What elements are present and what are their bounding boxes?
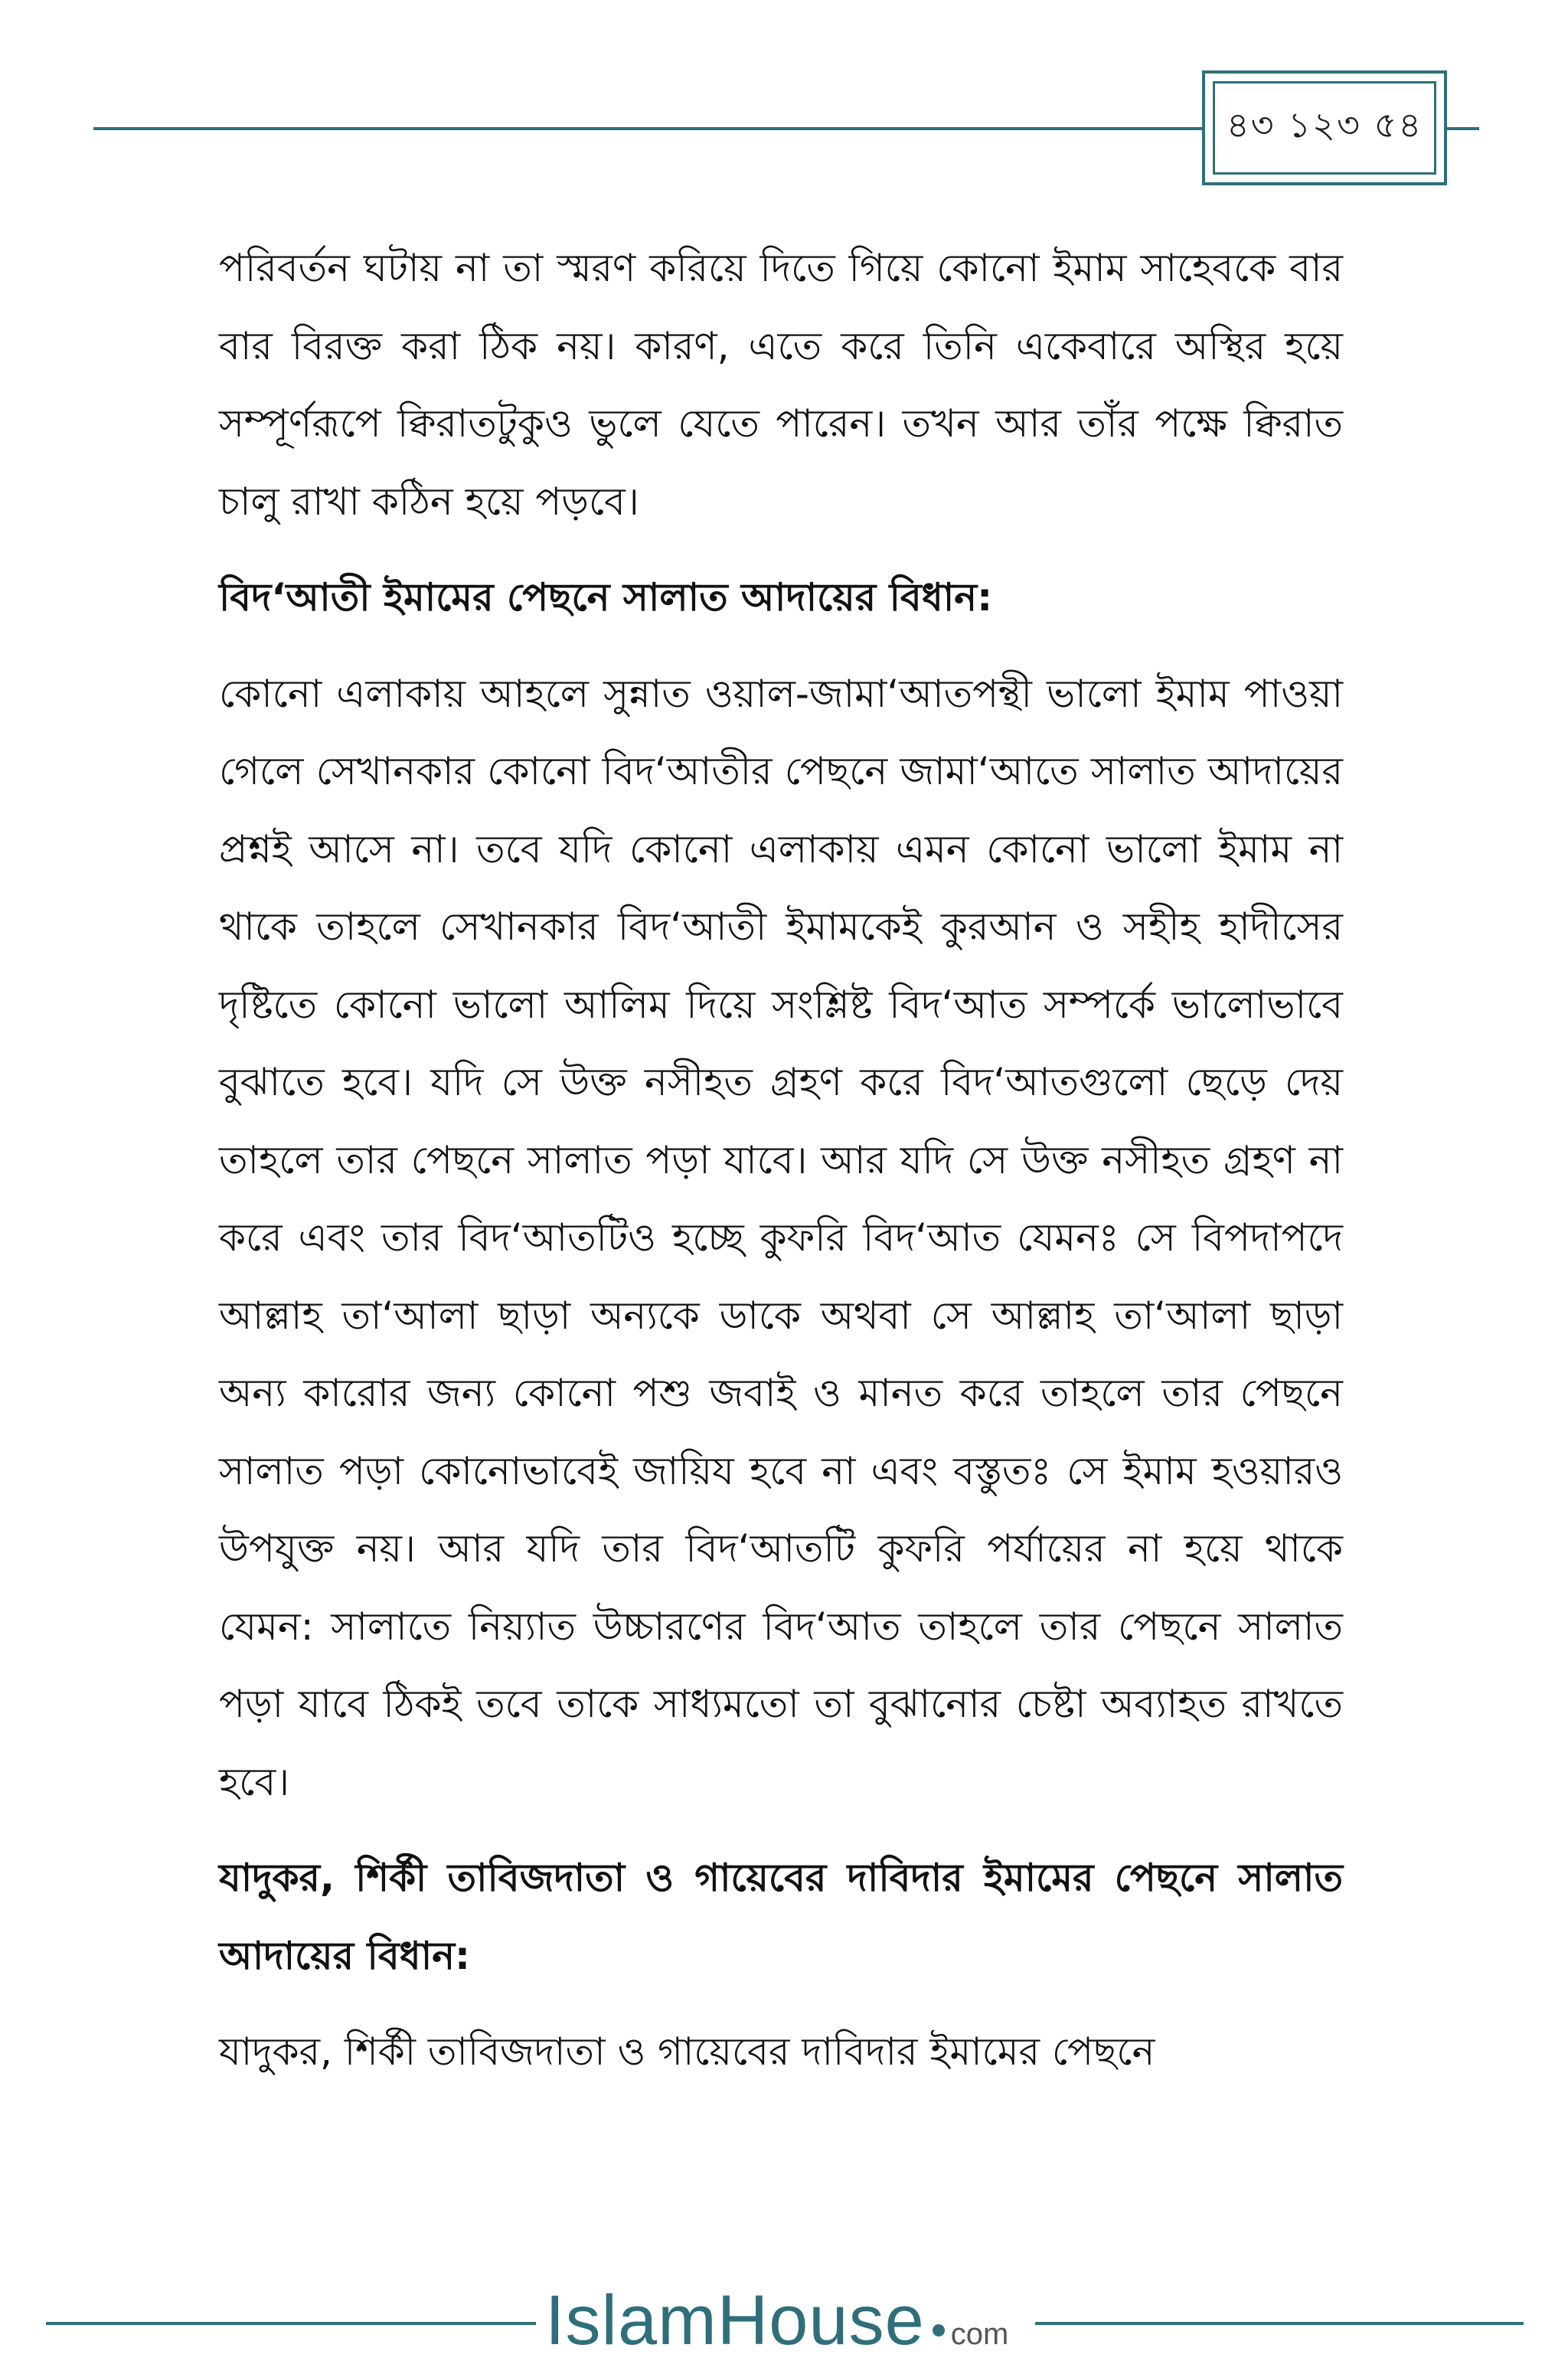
page-number-frame xyxy=(1202,70,1447,185)
header-rule-right xyxy=(1447,127,1479,130)
brand-domain: com xyxy=(950,2317,1009,2351)
paragraph-intro: পরিবর্তন ঘটায় না তা স্মরণ করিয়ে দিতে গিয়ে কোনো ইমাম সাহেবকে বার বার বিরক্ত করা ঠিক নয়। কারণ, এতে করে তিনি একেবারে অস্থির হয়ে সম্পূর্ণরূপে ক্বিরাতটুকুও ভুলে যেতে পারেন। তখন আর তাঁর পক্ষে ক্বিরাত চালু রাখা কঠিন হয়ে পড়বে। xyxy=(219,246,1343,524)
page-body xyxy=(219,230,1343,2091)
page-number: ৪৩ ১২৩ ৫৪ xyxy=(1213,81,1436,175)
header-rule-left xyxy=(93,127,1202,130)
islamhouse-logo xyxy=(545,2281,1008,2357)
section-heading-bidati-imam: বিদ‘আতী ইমামের পেছনে সালাত আদায়ের বিধান: xyxy=(219,575,993,620)
footer-rule-right xyxy=(1035,2322,1524,2325)
dot-icon xyxy=(933,2324,945,2336)
paragraph-magician-imam: যাদুকর, শির্কী তাবিজদাতা ও গায়েবের দাবিদার ইমামের পেছনে xyxy=(219,2029,1155,2074)
brand-name: IslamHouse xyxy=(545,2281,925,2359)
paragraph-bidati-imam: কোনো এলাকায় আহলে সুন্নাত ওয়াল-জামা‘আতপন্থী ভালো ইমাম পাওয়া গেলে সেখানকার কোনো বিদ‘আতীর পেছনে জামা‘আতে সালাত আদায়ের প্রশ্নই আসে না। তবে যদি কোনো এলাকায় এমন কোনো ভালো ইমাম না থাকে তাহলে সেখানকার বিদ‘আতী ইমামকেই কুরআন ও সহীহ হাদীসের দৃষ্টিতে কোনো ভালো আলিম দিয়ে সংশ্লিষ্ট বিদ‘আত সম্পর্কে ভালোভাবে বুঝাতে হবে। যদি সে উক্ত নসীহত গ্রহণ করে বিদ‘আতগুলো ছেড়ে দেয় তাহলে তার পেছনে সালাত পড়া যাবে। আর যদি সে উক্ত নসীহত গ্রহণ না করে এবং তার বিদ‘আতটিও হচ্ছে কুফরি বিদ‘আত যেমনঃ সে বিপদাপদে আল্লাহ তা‘আলা ছাড়া অন্যকে ডাকে অথবা সে আল্লাহ তা‘আলা ছাড়া অন্য কারোর জন্য কোনো পশু জবাই ও মানত করে তাহলে তার পেছনে সালাত পড়া কোনোভাবেই জায়িয হবে না এবং বস্তুতঃ সে ইমাম হওয়ারও উপযুক্ত নয়। আর যদি তার বিদ‘আতটি কুফরি পর্যায়ের না হয়ে থাকে যেমন: সালাতে নিয়্যাত উচ্চারণের বিদ‘আত তাহলে তার পেছনে সালাত পড়া যাবে ঠিকই তবে তাকে সাধ্যমতো তা বুঝানোর চেষ্টা অব্যাহত রাখতে হবে। xyxy=(219,671,1343,1804)
section-heading-magician-imam: যাদুকর, শির্কী তাবিজদাতা ও গায়েবের দাবিদার ইমামের পেছনে সালাত আদায়ের বিধান: xyxy=(219,1856,1343,1978)
footer-rule-left xyxy=(46,2322,536,2325)
